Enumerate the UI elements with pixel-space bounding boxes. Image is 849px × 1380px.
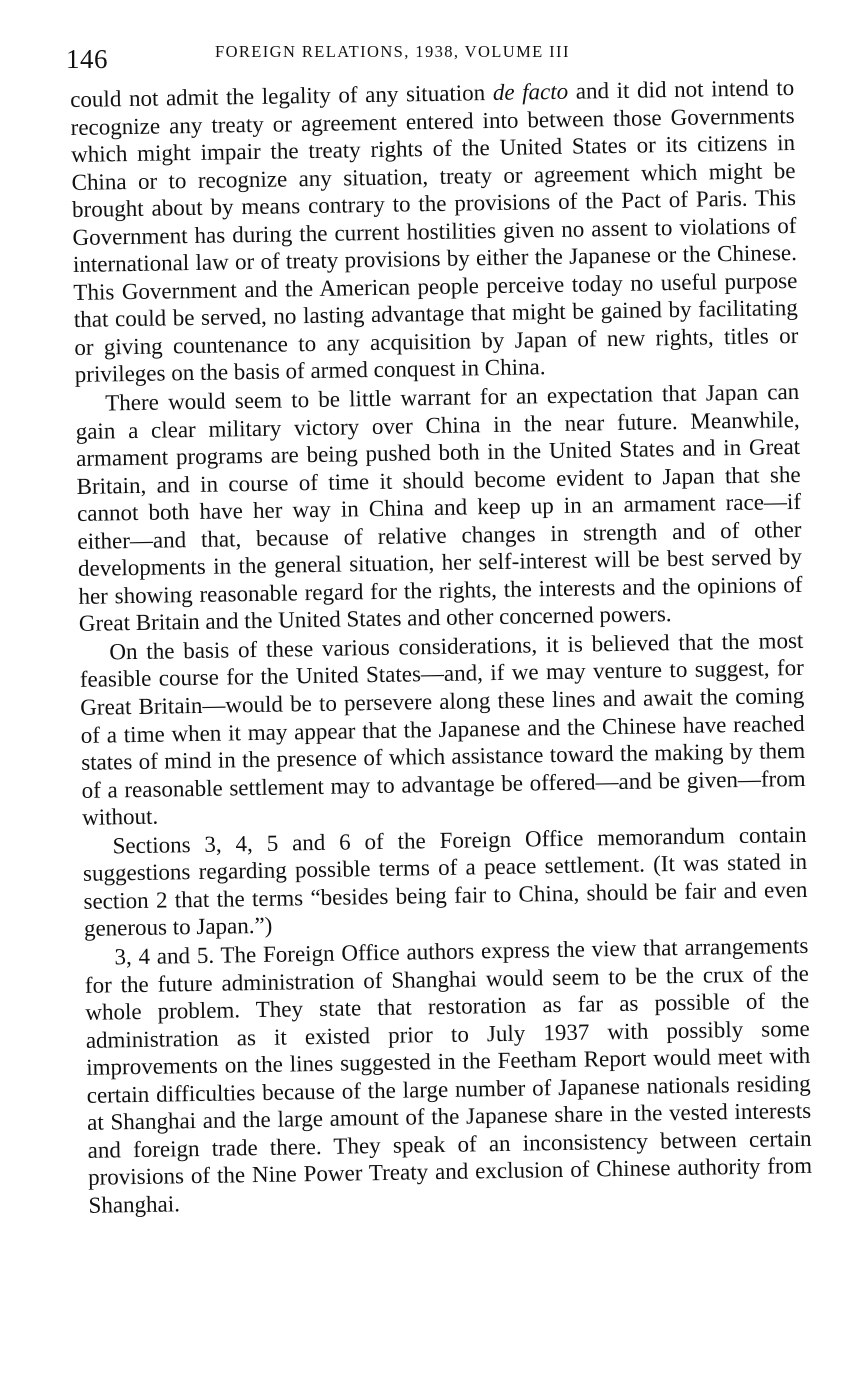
running-title: FOREIGN RELATIONS, 1938, VOLUME III — [215, 42, 570, 61]
paragraph-4: Sections 3, 4, 5 and 6 of the Foreign Office memorandum contain suggestions regarding possible terms of a peace settlement. (It was stated in section 2 that the terms “besides being fair to China, should be fair and even generous to Japan.”) — [82, 821, 808, 942]
paragraph-3: On the basis of these various considerations, it is believed that the most feasible course for the United States—and, if we may venture to suggest, for Great Britain—would be to persevere along these lines and await the coming of a time when it may appear that the Japanese and the Chinese have reached states of mind in the presence of which assistance toward the making by them of a reasonable settlement may to advantage be offered—and be given—from without. — [79, 627, 806, 831]
italic-phrase: de facto — [492, 78, 569, 105]
paragraph-1 — [70, 74, 799, 389]
paragraph-2: There would seem to be little warrant for an expectation that Japan can gain a clear military victory over China in the near future. Meanwhile, armament programs are being pushed both in the United States and in Great Britain, and in course of time it should become evident to Japan that she cannot both have her way in China and keep up in an armament race—if either—and that, because of relative changes in strength and of other developments in the general situation, her self-interest will be best served by her showing reasonable regard for the rights, the interests and the opinions of Great Britain and the United States and other concerned powers. — [75, 378, 803, 637]
paragraph-1-text-start: could not admit the legality of any situation — [70, 79, 494, 112]
body-text — [70, 74, 813, 1219]
paragraph-1-text-end: and it did not intend to recognize any treaty or agreement entered into between those Governments which might impair the treaty rights of the United States or its citizens in China or to recognize any situation, treaty or agreement which might be brought about by means contrary to the provisions of the Pact of Paris. This Government has during the current hostilities given no assent to violations of international law or of treaty provisions by either the Japanese or the Chinese. This Government and the American people perceive today no useful purpose that could be served, no lasting advantage that might be gained by facilitating or giving countenance to any acquisition by Japan of new rights, titles or privileges on the basis of armed conquest in China. — [70, 74, 799, 388]
paragraph-5: 3, 4 and 5. The Foreign Office authors express the view that arrangements for the future administration of Shanghai would seem to be the crux of the whole problem. They state that restoration as far as possible of the administration as it existed prior to July 1937 with possibly some improvements on the lines suggested in the Feetham Report would meet with certain difficulties because of the large number of Japanese nationals residing at Shanghai and the large amount of the Japanese share in the vested interests and foreign trade there. They speak of an inconsistency between certain provisions of the Nine Power Treaty and exclusion of Chinese authority from Shanghai. — [84, 932, 813, 1218]
page-number: 146 — [66, 44, 108, 74]
